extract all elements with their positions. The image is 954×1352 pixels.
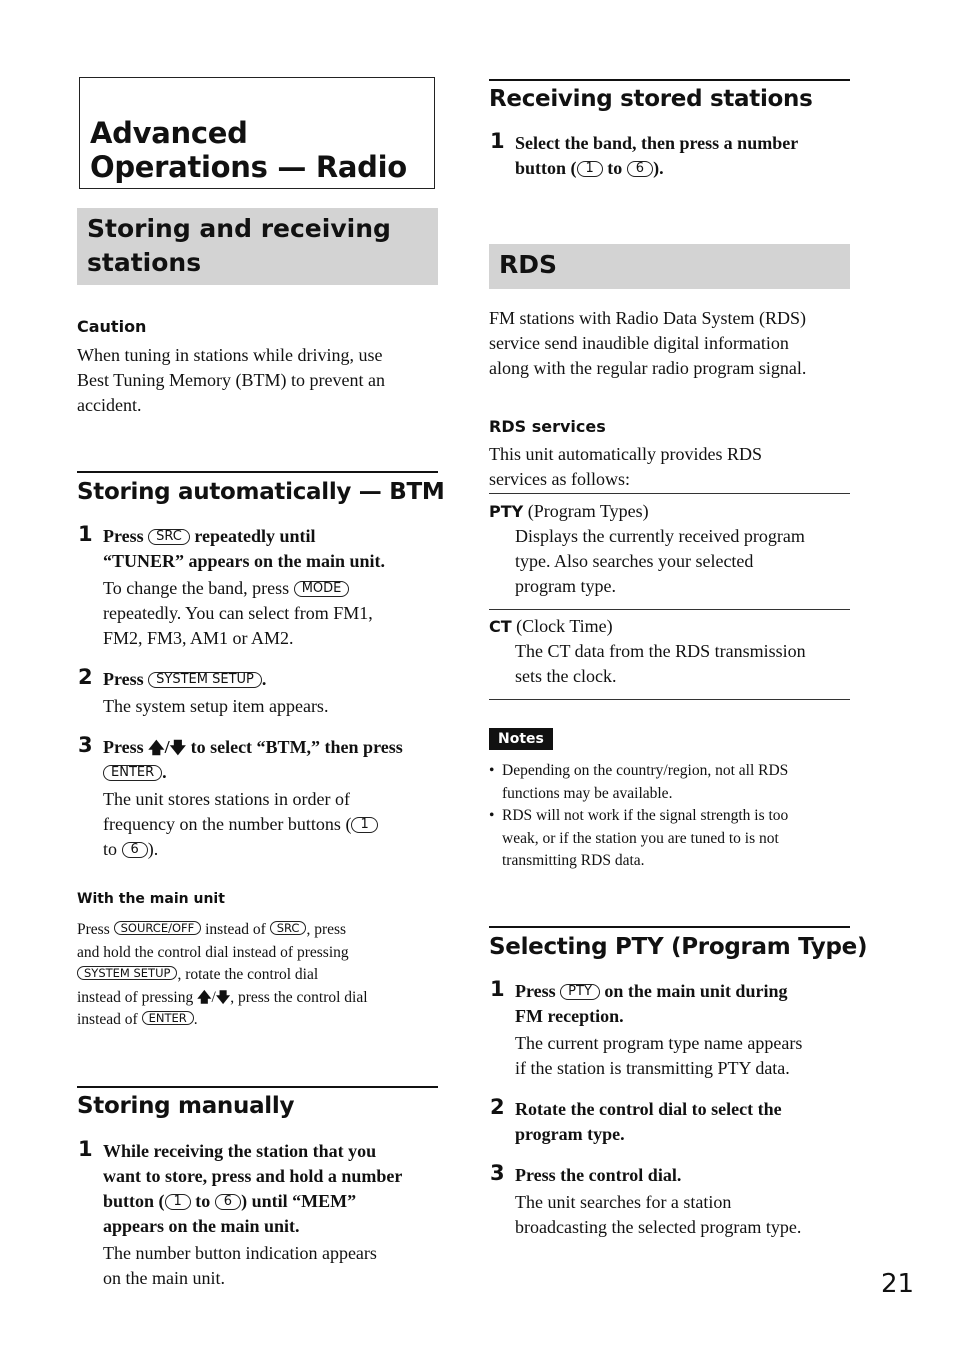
number-1-key: 1 (351, 817, 377, 833)
step-number: 1 (78, 522, 93, 546)
pty-definition: PTY (Program Types) Displays the currently received program type. Also searches your selected program type. (489, 501, 805, 596)
arrow-down-icon: 🡇 (169, 738, 187, 757)
system-setup-key: SYSTEM SETUP (77, 966, 177, 980)
src-key: SRC (270, 921, 307, 935)
ct-definition: CT (Clock Time) The CT data from the RDS transmission sets the clock. (489, 616, 806, 686)
pty-term: PTY (489, 502, 524, 521)
step-number: 2 (78, 665, 93, 689)
step-number: 1 (490, 129, 505, 153)
divider (77, 471, 438, 473)
btm-step2-description: The system setup item appears. (103, 696, 329, 716)
rds-services-intro: This unit automatically provides RDS services as follows: (489, 444, 762, 489)
chapter-title-box (79, 77, 435, 189)
step-number: 2 (490, 1095, 505, 1119)
manual-step1-description: The number button indication appears on the main unit. (103, 1243, 377, 1288)
note-item: • Depending on the country/region, not all RDS functions may be available. (489, 760, 863, 805)
btm-step3-description: The unit stores stations in order of frequency on the number buttons ( 1 to 6 ). (103, 787, 448, 862)
table-divider (489, 493, 850, 494)
table-divider (489, 699, 850, 700)
receiving-step1-instruction: Select the band, then press a number button ( 1 to 6 ). (515, 133, 799, 178)
pty-step2-instruction: Rotate the control dial to select the program type. (515, 1099, 782, 1144)
pty-step3-description: The unit searches for a station broadcasting the selected program type. (515, 1192, 802, 1237)
manual-heading: Storing manually (77, 1093, 295, 1119)
pty-step3-instruction: Press the control dial. (515, 1165, 682, 1185)
btm-step1-instruction: Press SRC repeatedly until “TUNER” appears on the main unit. (103, 526, 386, 571)
arrow-up-icon: 🡅 (148, 738, 165, 757)
receiving-heading: Receiving stored stations (489, 86, 813, 112)
chapter-title: Advanced Operations — Radio (90, 116, 407, 184)
section-header-storing (77, 208, 438, 285)
caution-heading: Caution (77, 317, 147, 336)
src-key: SRC (148, 529, 190, 545)
section-header-rds (489, 244, 850, 289)
ct-term: CT (489, 617, 512, 636)
rds-services-heading: RDS services (489, 417, 606, 436)
page-number: 21 (881, 1269, 915, 1299)
pty-step1-instruction: Press PTY on the main unit during FM reception. (515, 981, 788, 1026)
number-6-key: 6 (627, 161, 653, 177)
table-divider (489, 609, 850, 610)
arrow-down-icon: 🡇 (215, 989, 231, 1006)
manual-step1-instruction: While receiving the station that you want to store, press and hold a number button ( 1 to 6 ) until “MEM” appears on the main unit. (103, 1141, 403, 1236)
btm-step2-instruction: Press SYSTEM SETUP . (103, 669, 267, 689)
number-1-key: 1 (577, 161, 603, 177)
section-title: RDS (499, 250, 558, 279)
number-1-key: 1 (165, 1194, 191, 1210)
main-unit-text: Press SOURCE/OFF instead of SRC , press and hold the control dial instead of pressing SYSTEM SETUP , rotate the control dial instead of pressing 🡅/🡇, press the control dial instead of ENTER . (77, 921, 368, 1028)
source-off-key: SOURCE/OFF (114, 921, 202, 935)
main-unit-heading: With the main unit (77, 891, 225, 907)
system-setup-key: SYSTEM SETUP (148, 672, 262, 688)
step-number: 3 (78, 733, 93, 757)
step-number: 3 (490, 1161, 505, 1185)
number-6-key: 6 (215, 1194, 241, 1210)
pty-key: PTY (560, 984, 600, 1000)
btm-step3-instruction: Press 🡅/🡇 to select “BTM,” then press ENTER . (103, 737, 403, 782)
enter-key: ENTER (142, 1011, 194, 1025)
enter-key: ENTER (103, 765, 162, 781)
arrow-up-icon: 🡅 (197, 989, 212, 1006)
note-item: • RDS will not work if the signal strength is too weak, or if the station you are tuned to is not transmitting RDS data. (489, 805, 863, 873)
number-6-key: 6 (122, 842, 148, 858)
step-number: 1 (78, 1137, 93, 1161)
rds-intro: FM stations with Radio Data System (RDS) service send inaudible digital information along with the regular radio program signal. (489, 308, 807, 378)
divider (77, 1086, 438, 1088)
pty-select-heading: Selecting PTY (Program Type) (489, 934, 868, 960)
caution-text: When tuning in stations while driving, use Best Tuning Memory (BTM) to prevent an accident. (77, 345, 385, 415)
pty-step1-description: The current program type name appears if the station is transmitting PTY data. (515, 1033, 803, 1078)
section-title: Storing and receiving stations (87, 214, 391, 277)
divider (489, 79, 850, 81)
notes-badge: Notes (489, 728, 553, 750)
divider (489, 926, 850, 928)
step-number: 1 (490, 977, 505, 1001)
btm-step1-description: To change the band, press MODE repeatedly. You can select from FM1, FM2, FM3, AM1 or AM2. (103, 578, 373, 648)
mode-key: MODE (294, 581, 350, 597)
btm-heading: Storing automatically — BTM (77, 479, 445, 505)
